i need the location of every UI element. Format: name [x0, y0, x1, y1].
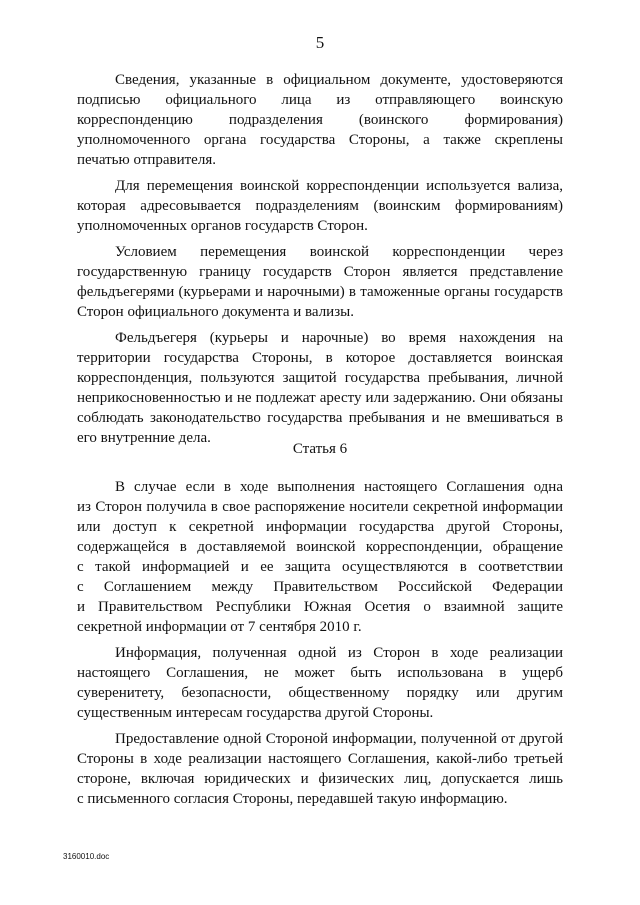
text-line: Фельдъегеря (курьеры и нарочные) во время нахождения на [115, 330, 563, 346]
text-line: Сведения, указанные в официальном документе, удостоверяются [115, 72, 563, 88]
text-line: с письменного согласия Стороны, передавшей такую информацию. [77, 791, 508, 807]
file-name-footer: 3160010.doc [63, 852, 110, 861]
paragraph [77, 643, 563, 723]
text-line: корреспонденция, пользуются защитой государства пребывания, личной [77, 370, 563, 386]
paragraph [77, 328, 563, 448]
text-line: Сторон официального документа и вализы. [77, 304, 354, 320]
paragraph [77, 729, 563, 809]
text-line: соблюдать законодательство государства пребывания и не вмешиваться в [77, 410, 563, 426]
text-line: которая адресовывается подразделениям (воинским формированиям) [77, 198, 563, 214]
text-line: фельдъегерями (курьерами и нарочными) в таможенные органы государств [77, 284, 563, 300]
article-6-body [77, 477, 563, 809]
text-line: с такой информацией и ее защита осуществляются в соответствии [77, 559, 563, 575]
text-line: Стороны в ходе реализации настоящего Соглашения, какой-либо третьей [77, 751, 563, 767]
text-line: стороне, включая юридических и физических лиц, допускается лишь [77, 771, 563, 787]
text-line: неприкосновенностью и не подлежат аресту или задержанию. Они обязаны [77, 390, 563, 406]
text-line: или доступ к секретной информации государства другой Стороны, [77, 519, 563, 535]
text-line: Предоставление одной Стороной информации, полученной от другой [115, 731, 563, 747]
paragraph [77, 70, 563, 170]
paragraph [77, 176, 563, 236]
text-line: уполномоченных органов государств Сторон. [77, 218, 368, 234]
page-number: 5 [315, 33, 325, 52]
text-line: из Сторон получила в свое распоряжение носители секретной информации [77, 499, 563, 515]
text-line: его внутренние дела. [77, 430, 211, 446]
text-line: В случае если в ходе выполнения настоящего Соглашения одна [115, 479, 563, 495]
text-line: подписью официального лица из отправляющего воинскую [77, 92, 563, 108]
text-line: территории государства Стороны, в которое доставляется воинская [77, 350, 563, 366]
text-line: корреспонденцию подразделения (воинского формирования) [77, 112, 563, 128]
text-line: Информация, полученная одной из Сторон в ходе реализации [115, 645, 563, 661]
text-line: существенным интересам государства другой Стороны. [77, 705, 434, 721]
paragraph [77, 242, 563, 322]
text-line: печатью отправителя. [77, 152, 216, 168]
text-line: Условием перемещения воинской корреспонденции через [115, 244, 563, 260]
text-line: и Правительством Республики Южная Осетия о взаимной защите [77, 599, 563, 615]
article-5-body [77, 70, 563, 448]
text-line: государственную границу государств Сторон является представление [77, 264, 563, 280]
text-line: настоящего Соглашения, не может быть использована в ущерб [77, 665, 563, 681]
text-line: содержащейся в доставляемой воинской корреспонденции, обращение [77, 539, 563, 555]
text-line: суверенитету, безопасности, общественному порядку или другим [77, 685, 563, 701]
text-line: секретной информации от 7 сентября 2010 г. [77, 619, 362, 635]
text-line: уполномоченного органа государства Стороны, а также скреплены [77, 132, 563, 148]
text-line: с Соглашением между Правительством Российской Федерации [77, 579, 563, 595]
article-heading: Статья 6 [292, 441, 348, 457]
paragraph [77, 477, 563, 637]
text-line: Для перемещения воинской корреспонденции используется вализа, [115, 178, 563, 194]
